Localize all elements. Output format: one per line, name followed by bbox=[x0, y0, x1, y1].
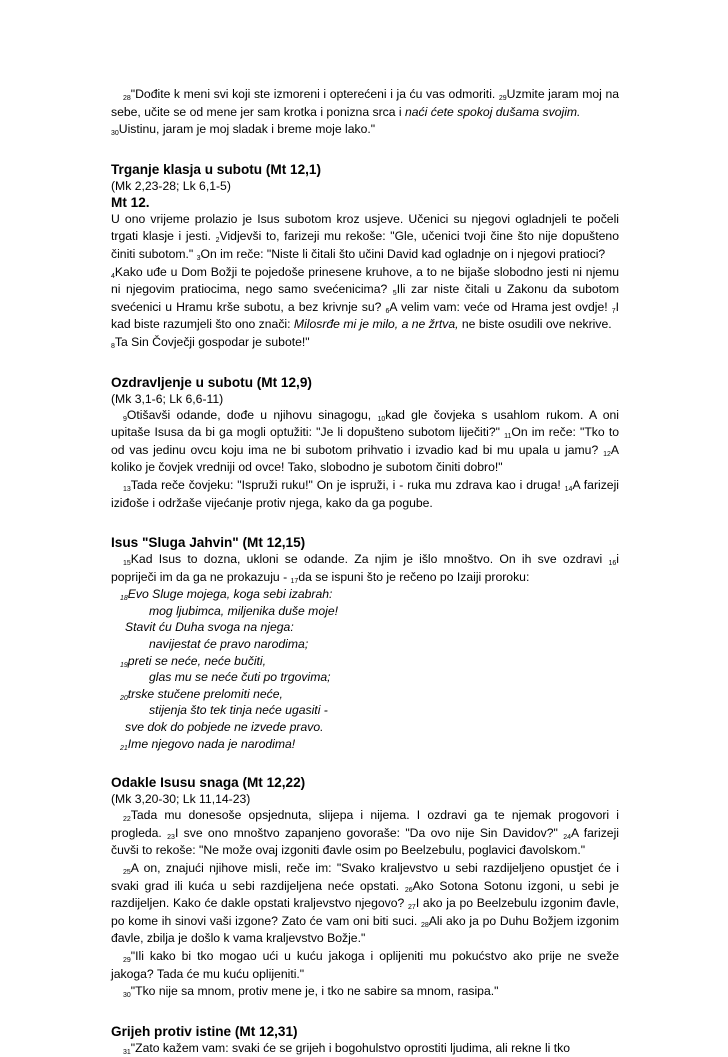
verse-text: On im reče: "Niste li čitali što učini David kad ogladnje on i njegovi pratioci? bbox=[200, 246, 606, 261]
verse-number: 12 bbox=[603, 450, 611, 458]
poem-line bbox=[111, 586, 619, 603]
verse-number: 15 bbox=[123, 560, 131, 568]
poem-line: stijenja što tek tinja neće ugasiti - bbox=[149, 703, 328, 718]
verse-number: 27 bbox=[408, 904, 416, 912]
verse-number: 4 bbox=[111, 272, 115, 280]
verse-text: "Tko nije sa mnom, protiv mene je, i tko ne sabire sa mnom, rasipa." bbox=[130, 984, 499, 999]
poem-line: glas mu se neće čuti po trgovima; bbox=[149, 670, 331, 685]
section-title: Trganje klasja u subotu (Mt 12,1) bbox=[111, 161, 321, 177]
poem-block bbox=[111, 586, 619, 752]
verse-number: 29 bbox=[498, 95, 507, 102]
verse-text: A koliko je čovjek vredniji od ovce! Tako, slobodno je subotom činiti dobro!" bbox=[111, 442, 619, 475]
verse-text: i popriječi im da ga ne prokazuju - bbox=[111, 552, 619, 584]
verse-number: 16 bbox=[608, 560, 617, 568]
verse-number: 3 bbox=[196, 254, 201, 262]
verse-number: 14 bbox=[564, 485, 573, 493]
verse-text: I ako ja po Beelzebulu izgonim đavle, po kome ih sinovi vaši izgone? Zato će vam oni biti suci. bbox=[111, 896, 620, 928]
verse-number: 11 bbox=[504, 433, 512, 441]
verse-number: 29 bbox=[123, 956, 131, 964]
verse-text: Ta Sin Čovječji gospodar je subote!" bbox=[114, 334, 310, 349]
poem-line: sve dok do pobjede ne izvede pravo. bbox=[125, 720, 324, 735]
verse-number: 2 bbox=[215, 237, 220, 245]
verse-number: 18 bbox=[120, 595, 128, 603]
section-title: Isus "Sluga Jahvin" (Mt 12,15) bbox=[111, 535, 306, 551]
verse-text: A velim vam: veće od Hrama jest ovdje! bbox=[389, 299, 612, 314]
verse-number: 7 bbox=[611, 307, 616, 315]
verse-text: On im reče: "Tko to od vas jedinu ovcu koju ima ne bi subotom prihvatio i izvadio kad bi mu upala u jamu? bbox=[111, 425, 619, 457]
section-title: Grijeh protiv istine (Mt 12,31) bbox=[111, 1023, 298, 1039]
verse-number: 21 bbox=[120, 744, 128, 752]
verse-number: 19 bbox=[120, 661, 128, 669]
verse-number: 20 bbox=[120, 694, 128, 702]
verse-text: A farizeji čuvši to rekoše: "Ne može ovaj izgoniti đavle osim po Beelzebulu, poglavici đavolskom." bbox=[111, 825, 619, 858]
verse-number: 17 bbox=[290, 577, 299, 585]
verse-text: A farizeji iziđoše i održaše vijećanje protiv njega, kako da ga pogube. bbox=[111, 477, 619, 510]
poem-text: Ime njegovo nada je narodima! bbox=[127, 736, 296, 751]
poem-text: Evo Sluge mojega, koga sebi izabrah: bbox=[127, 587, 333, 602]
verse-text: Vidjevši to, farizeji mu rekoše: "Gle, učenici tvoji čine što nije dopušteno činiti subotom." bbox=[111, 229, 619, 261]
verse-text: Kad Isus to dozna, ukloni se odande. Za njim je išlo mnoštvo. On ih sve ozdravi bbox=[130, 552, 609, 567]
section-paragraph bbox=[111, 983, 619, 1001]
section-title: Ozdravljenje u subotu (Mt 12,9) bbox=[111, 374, 312, 390]
verse-number: 9 bbox=[123, 415, 127, 423]
section-paragraph bbox=[111, 477, 619, 512]
section-paragraph bbox=[111, 948, 619, 983]
verse-number: 31 bbox=[123, 1048, 131, 1056]
section-paragraph bbox=[111, 407, 619, 477]
document-page bbox=[111, 86, 619, 1057]
section-sluga-jahvin bbox=[111, 534, 619, 752]
verse-text: kad gle čovjeka s usahlom rukom. A oni upitaše Isusa da bi ga mogli optužiti: "Je li dopušteno subotom liječiti?" bbox=[111, 407, 619, 440]
verse-text: A on, znajući njihove misli, reče im: "Svako kraljevstvo u sebi razdijeljeno opustjet će i svaki grad ili kuća u sebi razdijeljena neće opstati. bbox=[111, 861, 619, 893]
verse-text: Tada mu donesoše opsjednuta, slijepa i nijema. I ozdravi ga te njemak progovori i progleda. bbox=[111, 808, 619, 840]
section-paragraph bbox=[111, 1040, 619, 1057]
verse-text: Ili zar niste čitali u Zakonu da subotom svećenici u Hramu krše subotu, a bez krivnje su? bbox=[111, 282, 619, 314]
verse-text: "Ili kako bi tko mogao ući u kuću jakoga i oplijeniti mu pokućstvo ako prije ne sveže jakoga? Tada će mu kuću oplijeniti." bbox=[111, 948, 619, 981]
section-paragraph bbox=[111, 551, 619, 586]
verse-quote: Milosrđe mi je milo, a ne žrtva, bbox=[293, 317, 459, 332]
verse-text: "Zato kažem vam: svaki će se grijeh i bogohulstvo oprostiti ljudima, ali rekne li tko bbox=[130, 1040, 570, 1055]
verse-text: U ono vrijeme prolazio je Isus subotom kroz usjeve. Učenici su njegovi ogladnjeli te počeli trgati klasje i jesti. bbox=[111, 211, 619, 244]
verse-number: 24 bbox=[563, 833, 571, 841]
verse-number: 30 bbox=[111, 130, 119, 138]
parallel-reference: (Mk 3,20-30; Lk 11,14-23) bbox=[111, 792, 251, 807]
section-trganje-klasja bbox=[111, 161, 619, 352]
verse-number: 6 bbox=[385, 307, 390, 315]
verse-text: Kako uđe u Dom Božji te pojedoše prinesene kruhove, a to ne bijaše slobodno jesti ni njemu ni njegovim pratiocima, nego samo svećenicima? bbox=[111, 264, 619, 297]
section-paragraph bbox=[111, 860, 619, 948]
section-paragraph bbox=[111, 211, 619, 352]
verse-text: Ako Sotona Sotonu izgoni, u sebi je razdijeljen. Kako će dakle opstati kraljevstvo njegovo? bbox=[111, 878, 619, 911]
section-odakle-snaga bbox=[111, 774, 619, 1001]
verse-quote: naći ćete spokoj dušama svojim. bbox=[405, 104, 581, 119]
parallel-reference: (Mk 2,23-28; Lk 6,1-5) bbox=[111, 178, 231, 193]
verse-number: 30 bbox=[123, 992, 131, 1000]
verse-number: 10 bbox=[377, 415, 386, 423]
poem-text: trske stučene prelomiti neće, bbox=[127, 686, 283, 701]
poem-line bbox=[111, 653, 619, 670]
intro-paragraph bbox=[111, 86, 619, 139]
verse-number: 25 bbox=[123, 869, 131, 876]
poem-line bbox=[111, 736, 619, 753]
verse-number: 23 bbox=[167, 833, 175, 841]
verse-number: 5 bbox=[392, 290, 397, 298]
verse-number: 28 bbox=[420, 921, 429, 929]
verse-number: 26 bbox=[404, 886, 413, 894]
verse-number: 8 bbox=[111, 342, 115, 350]
poem-line: mog ljubimca, miljenika duše moje! bbox=[149, 603, 338, 618]
verse-text: Ali ako ja po Duhu Božjem izgonim đavle, zbilja je došlo k vama kraljevstvo Božje." bbox=[111, 913, 620, 946]
section-ozdravljenje bbox=[111, 374, 619, 513]
section-grijeh-protiv-istine bbox=[111, 1023, 619, 1057]
verse-text: da se ispuni što je rečeno po Izaiji proroku: bbox=[298, 569, 530, 584]
verse-text: I kad biste razumjeli što ono znači: bbox=[111, 299, 620, 332]
verse-text: Tada reče čovjeku: "Ispruži ruku!" On je ispruži, i - ruka mu zdrava kao i druga! bbox=[130, 477, 565, 492]
verse-text: ne biste osudili ove nekrive. bbox=[458, 317, 612, 332]
section-paragraph bbox=[111, 807, 619, 860]
verse-number: 28 bbox=[123, 95, 131, 102]
poem-text: preti se neće, neće bučiti, bbox=[127, 653, 267, 668]
poem-line: navijestat će pravo narodima; bbox=[149, 637, 309, 652]
section-title: Odakle Isusu snaga (Mt 12,22) bbox=[111, 775, 306, 791]
verse-text: Uistinu, jaram je moj sladak i breme moje lako." bbox=[118, 122, 376, 137]
poem-line: Stavit ću Duha svoga na njega: bbox=[125, 620, 294, 635]
verse-text: Uzmite jaram moj na sebe, učite se od mene jer sam krotka i ponizna srca i bbox=[111, 87, 620, 119]
verse-text: Otišavši odande, dođe u njihovu sinagogu, bbox=[126, 407, 378, 422]
verse-number: 22 bbox=[123, 816, 131, 824]
poem-line bbox=[111, 686, 619, 703]
parallel-reference: (Mk 3,1-6; Lk 6,6-11) bbox=[111, 391, 224, 406]
verse-text: "Dođite k meni svi koji ste izmoreni i opterećeni i ja ću vas odmoriti. bbox=[130, 87, 499, 101]
chapter-heading: Mt 12. bbox=[111, 194, 150, 210]
verse-number: 13 bbox=[123, 485, 131, 493]
verse-text: I sve ono mnoštvo zapanjeno govoraše: "Da ovo nije Sin Davidov?" bbox=[174, 825, 564, 840]
